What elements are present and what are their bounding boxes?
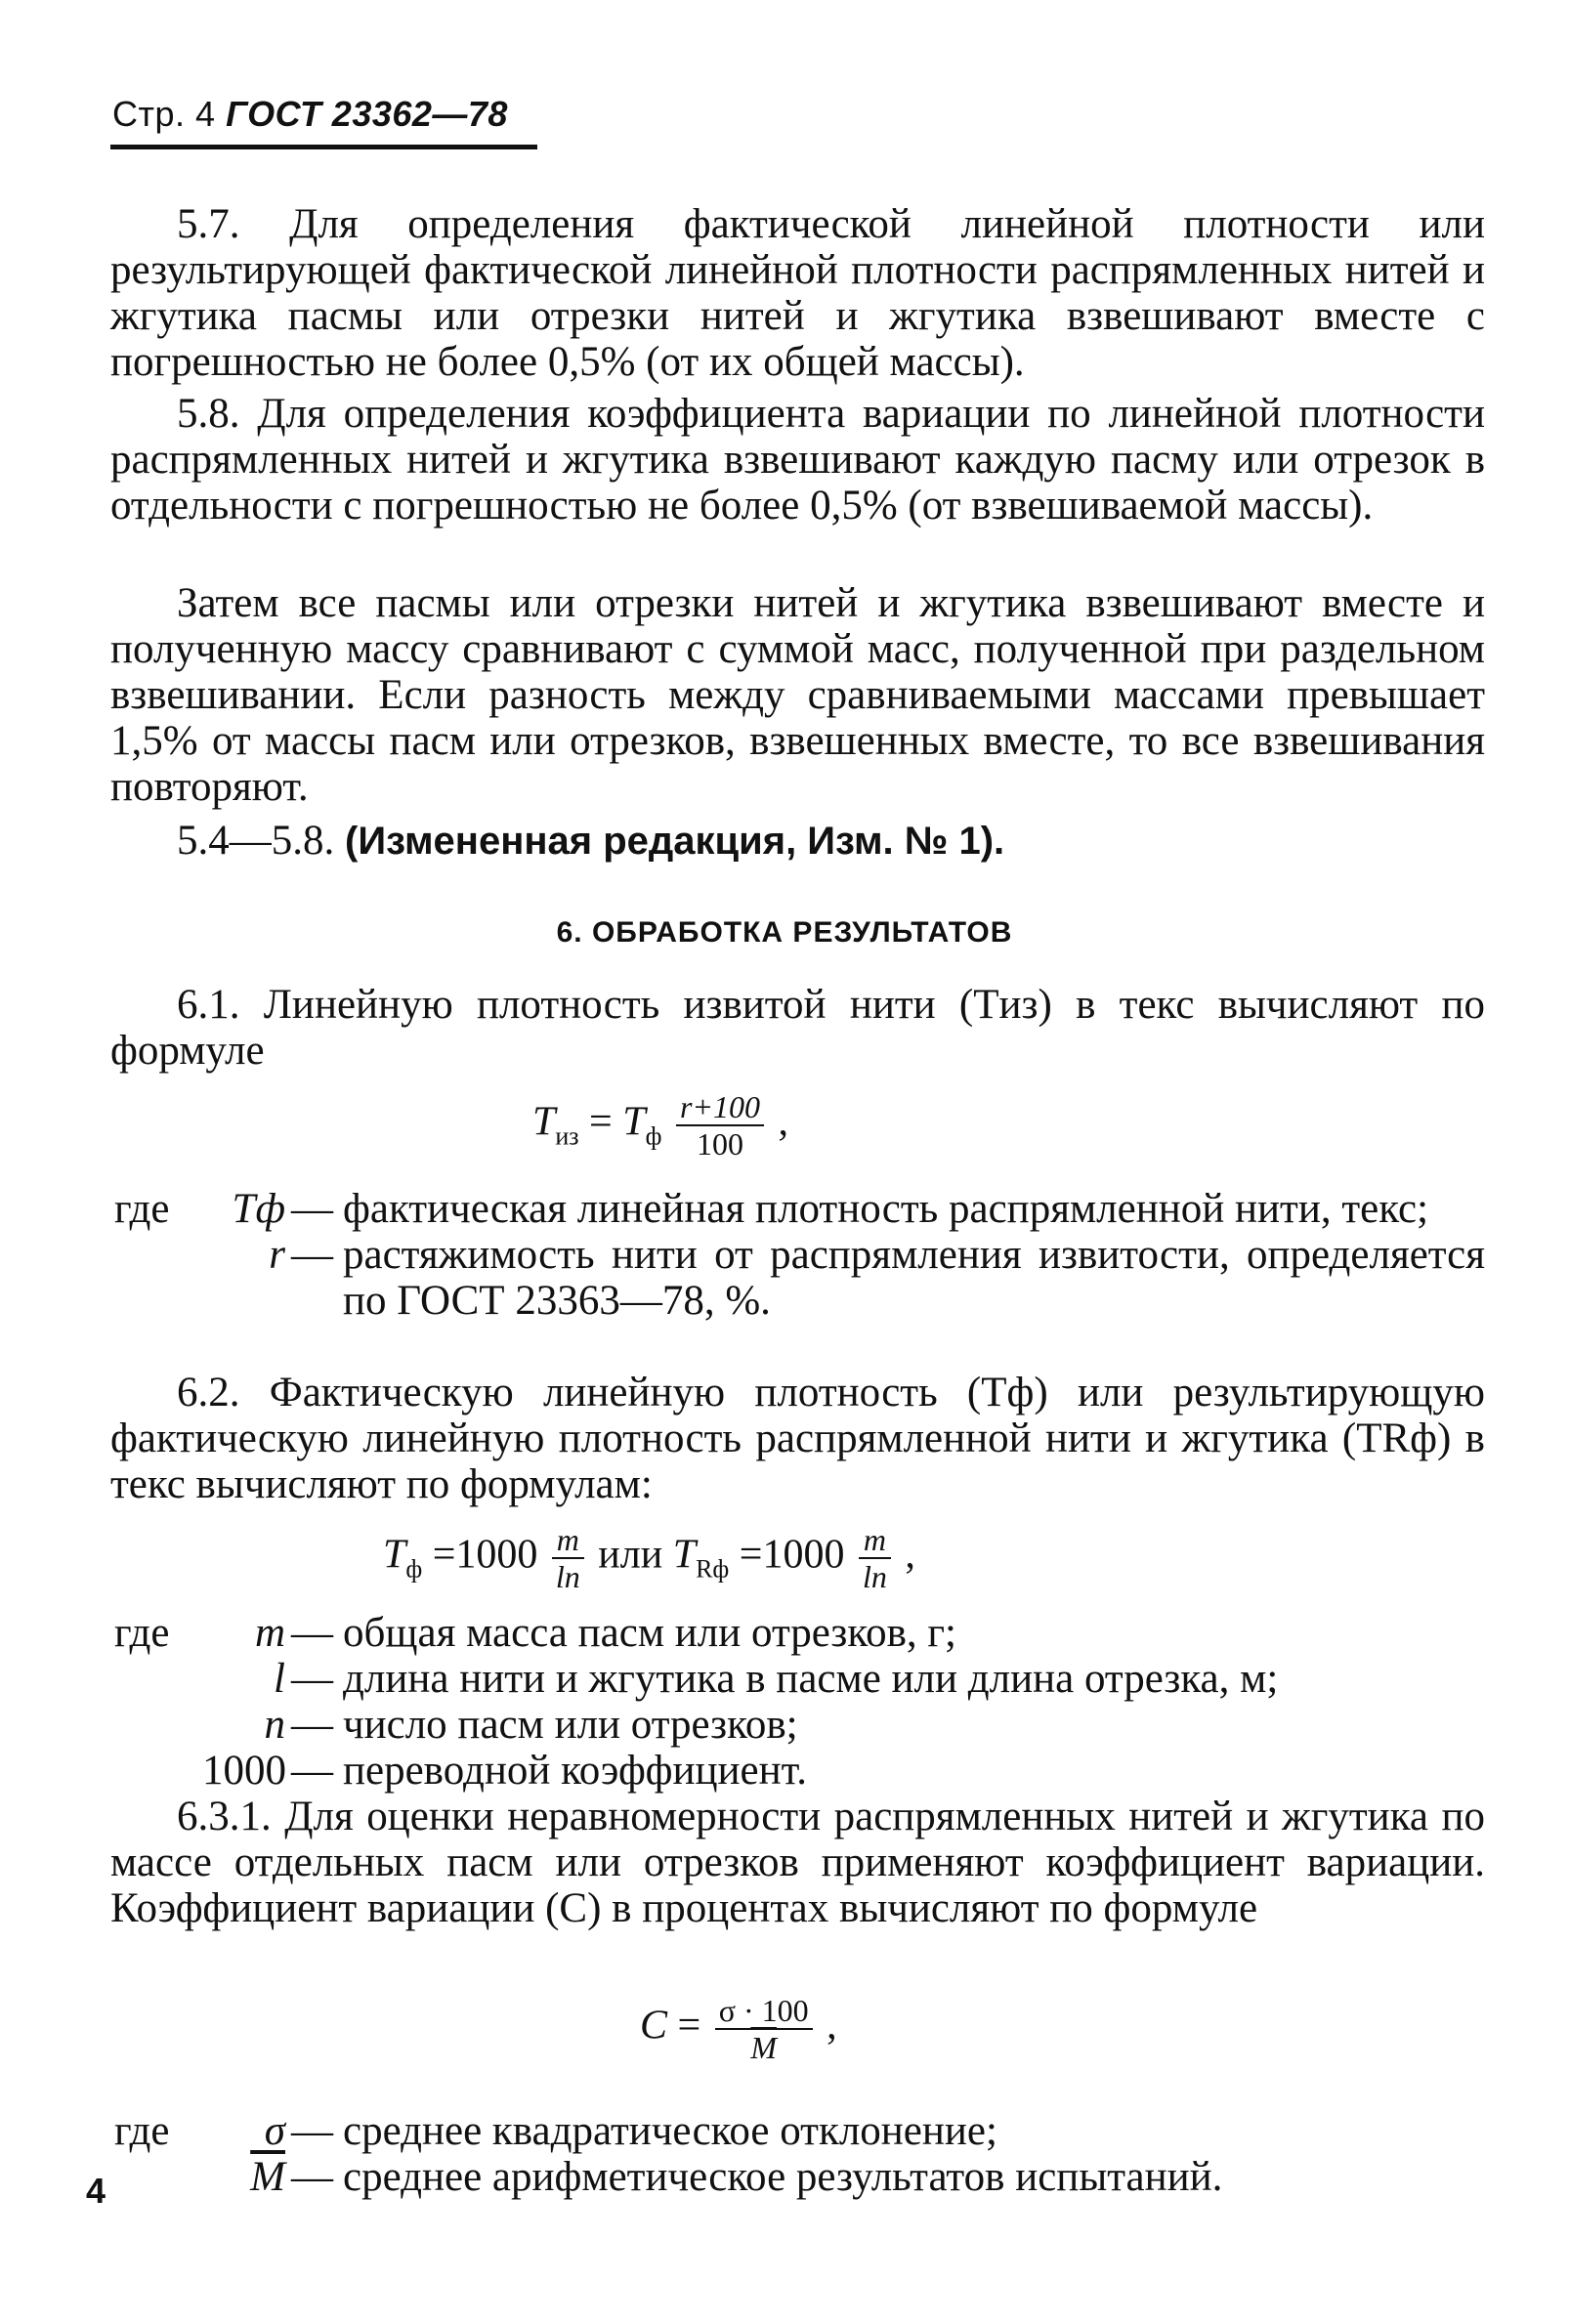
edit-note [177, 817, 1004, 865]
definition-dash: — [291, 1702, 333, 1748]
paragraph-6-1: 6.1. Линейную плотность извитой нити (Tиз) в текс вычисляют по формуле [110, 982, 1485, 1074]
definition-symbol: l [274, 1656, 285, 1702]
formula-2-t2-sub: Rф [696, 1554, 730, 1584]
edit-note-text: (Измененная редакция, Изм. № 1). [345, 820, 1005, 863]
formula-3-fraction [715, 1993, 813, 2065]
formula-2-eq2: = [739, 1532, 763, 1578]
definition-text: длина нити и жгутика в пасме или длина отрезка, м; [343, 1656, 1279, 1702]
definition-prefix: где [114, 2108, 170, 2154]
formula-1-t-sub: ф [645, 1121, 662, 1151]
formula-2-coef: 1000 [455, 1532, 538, 1578]
definition-prefix: где [114, 1610, 170, 1656]
formula-2-denominator-2: ln [862, 1559, 887, 1594]
formula-1-lhs-sub: из [555, 1121, 579, 1151]
formula-2-coef2: 1000 [762, 1532, 845, 1578]
paragraph-5-8: 5.8. Для определения коэффициента вариации по линейной плотности распрямленных нитей и жгутика взвешивают каждую пасму или отрезок в отдельности с погрешностью не более 0,5% (от взвешиваемой массы). [110, 391, 1485, 528]
definition-prefix: где [114, 1186, 170, 1232]
formula-3-tail: , [827, 2003, 837, 2049]
definition-row [114, 1748, 1485, 1794]
definition-symbol: Tф [232, 1186, 285, 1232]
definition-symbol: r [269, 1232, 285, 1278]
formula-2-t1: T [383, 1532, 406, 1578]
formula-1-lhs: T [532, 1099, 556, 1145]
formula-1-tail: , [778, 1099, 788, 1145]
definitions-3 [114, 2108, 1485, 2200]
definition-text: среднее арифметическое результатов испытаний. [343, 2154, 1223, 2200]
formula-1-fraction [676, 1089, 764, 1162]
definition-row [114, 1232, 1485, 1324]
definition-symbol: m [254, 1610, 285, 1656]
definition-text: число пасм или отрезков; [343, 1702, 798, 1748]
definition-dash: — [291, 1232, 333, 1278]
page-label: Стр. 4 [112, 94, 216, 134]
definition-row [114, 2154, 1485, 2200]
formula-3-numerator: σ · 100 [715, 1993, 813, 2030]
section-title: 6. ОБРАБОТКА РЕЗУЛЬТАТОВ [556, 916, 1013, 949]
header-rule [110, 145, 537, 149]
formula-2-numerator-2: m [859, 1522, 891, 1559]
formula-3-eq: = [677, 2003, 701, 2049]
page-number: 4 [86, 2171, 106, 2211]
definition-dash: — [291, 1748, 333, 1794]
formula-1-eq: = [589, 1099, 613, 1145]
definition-row [114, 1610, 1485, 1656]
definition-symbol: 1000 [202, 1748, 286, 1794]
formula-3-lhs: C [640, 2003, 668, 2049]
formula-2-or: или [598, 1532, 663, 1578]
page-header [112, 94, 508, 135]
formula-2-tail: , [905, 1532, 915, 1578]
paragraph-then: Затем все пасмы или отрезки нитей и жгутика взвешивают вместе и полученную массу сравнивают с суммой масс, полученной при раздельном взвешивании. Если разность между сравниваемыми массами превышает 1,5% от массы пасм или отрезков, взвешенных вместе, то все взвешивания повторяют. [110, 580, 1485, 810]
formula-1-t: T [622, 1099, 646, 1145]
definition-text: растяжимость нити от распрямления извитости, определяется по ГОСТ 23363—78, %. [343, 1232, 1485, 1324]
definition-dash: — [291, 1656, 333, 1702]
definition-row [114, 1186, 1485, 1232]
definition-symbol: σ [264, 2108, 285, 2154]
definition-text: общая масса пасм или отрезков, г; [343, 1610, 956, 1656]
definition-dash: — [291, 1186, 333, 1232]
definitions-2 [114, 1610, 1485, 1794]
definition-dash: — [291, 2154, 333, 2200]
paragraph-6-3-1: 6.3.1. Для оценки неравномерности распрямленных нитей и жгутика по массе отдельных пасм или отрезков применяют коэффициент вариации. Коэффициент вариации (C) в процентах вычисляют по формуле [110, 1794, 1485, 1931]
edit-note-range: 5.4—5.8. [177, 818, 335, 864]
paragraph-5-7: 5.7. Для определения фактической линейной плотности или результирующей фактической линейной плотности распрямленных нитей и жгутика пасмы или отрезки нитей и жгутика взвешивают вместе с погрешностью не более 0,5% (от их общей массы). [110, 201, 1485, 385]
formula-3-denominator: M [750, 2030, 777, 2065]
definition-text: фактическая линейная плотность распрямленной нити, текс; [343, 1186, 1429, 1232]
definitions-1 [114, 1186, 1485, 1324]
formula-t-iz [532, 1089, 788, 1162]
formula-2-eq: = [432, 1532, 456, 1578]
formula-1-denominator: 100 [696, 1126, 743, 1162]
definition-text: среднее квадратическое отклонение; [343, 2108, 997, 2154]
standard-number: ГОСТ 23362—78 [226, 94, 508, 134]
definition-text: переводной коэффициент. [343, 1748, 807, 1794]
paragraph-6-2: 6.2. Фактическую линейную плотность (Tф) или результирующую фактическую линейную плотность распрямленной нити и жгутика (TRф) в текс вычисляют по формулам: [110, 1370, 1485, 1507]
formula-2-fraction [552, 1522, 584, 1594]
formula-2-denominator: ln [555, 1559, 580, 1594]
formula-c [640, 1993, 837, 2065]
definition-symbol: $\overline{M}$ [250, 2154, 285, 2200]
definition-row [114, 1702, 1485, 1748]
formula-2-t1-sub: ф [405, 1554, 423, 1584]
formula-2-fraction-2 [859, 1522, 891, 1594]
formula-2-t2: T [672, 1532, 697, 1578]
formula-t-f [383, 1522, 915, 1594]
definition-row [114, 2108, 1485, 2154]
formula-1-numerator: r+100 [676, 1089, 764, 1126]
formula-2-numerator: m [552, 1522, 584, 1559]
definition-row [114, 1656, 1485, 1702]
definition-symbol: n [264, 1702, 285, 1748]
definition-dash: — [291, 1610, 333, 1656]
definition-dash: — [291, 2108, 333, 2154]
